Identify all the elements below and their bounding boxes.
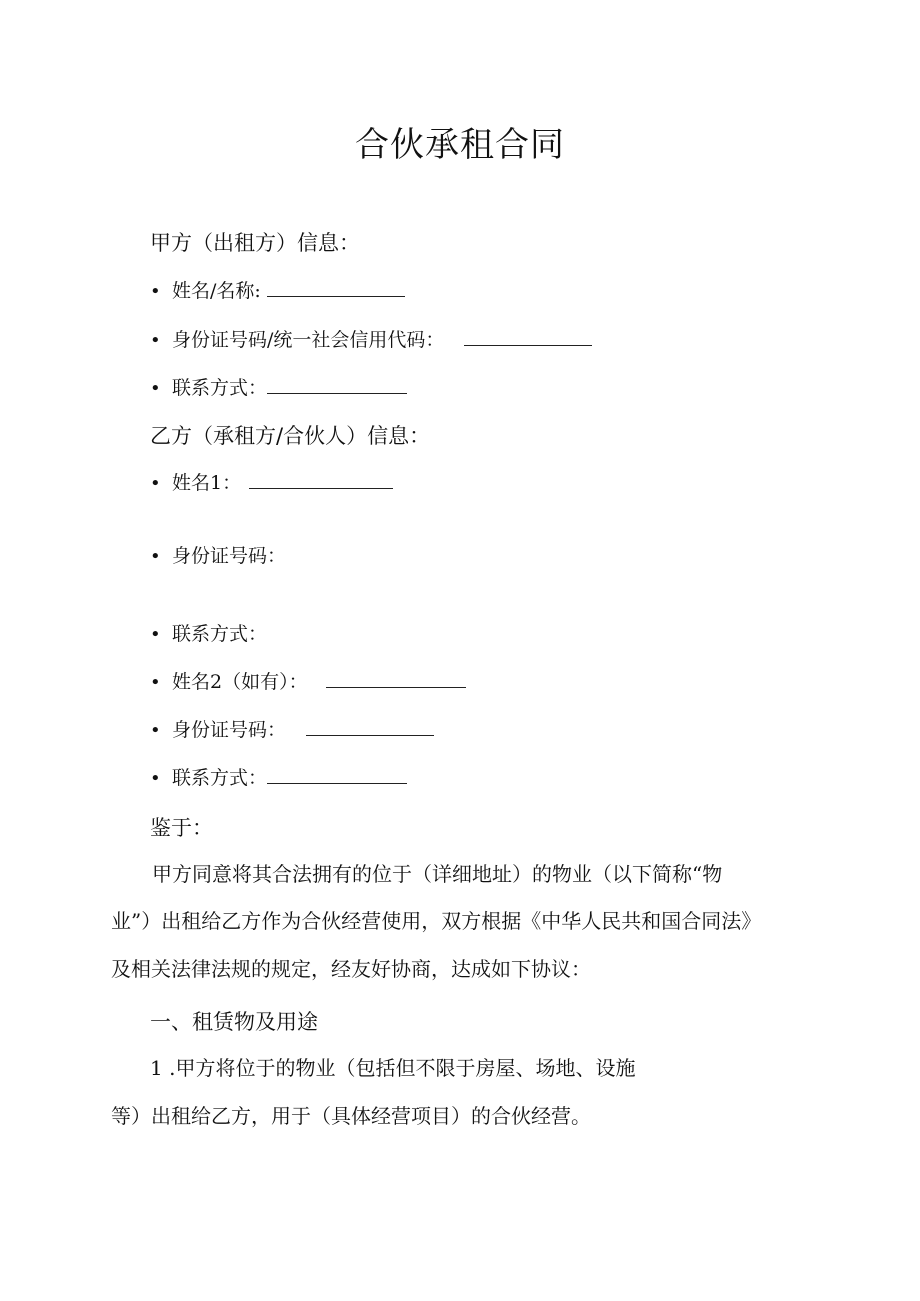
field-label: 联系方式： (172, 623, 268, 645)
party-b-contact2-field (150, 764, 407, 793)
party-a-heading: 甲方（出租方）信息： (150, 231, 360, 255)
whereas-line: 甲方同意将其合法拥有的位于（详细地址）的物业（以下简称“物 (152, 862, 723, 886)
field-label: 身份证号码/统一社会信用代码： (172, 329, 445, 351)
party-b-name1-field (150, 469, 393, 498)
party-b-id2-field (150, 716, 434, 745)
fill-in-blank[interactable] (464, 327, 592, 346)
field-label: 姓名2（如有）： (172, 671, 308, 693)
party-b-heading: 乙方（承租方/合伙人）信息： (150, 424, 431, 448)
bullet-icon: • (150, 672, 161, 693)
bullet-icon: • (150, 330, 161, 351)
party-b-contact1-field (150, 620, 267, 649)
section-1-line: 等）出租给乙方，用于（具体经营项目）的合伙经营。 (111, 1104, 591, 1128)
fill-in-blank[interactable] (267, 278, 405, 297)
party-a-contact-field (150, 374, 407, 403)
party-a-name-field (150, 277, 405, 306)
whereas-line: 业”）出租给乙方作为合伙经营使用，双方根据《中华人民共和国合同法》 (111, 909, 762, 933)
bullet-icon: • (150, 281, 161, 302)
fill-in-blank[interactable] (249, 470, 393, 489)
bullet-icon: • (150, 473, 161, 494)
fill-in-blank[interactable] (267, 765, 407, 784)
section-1-heading: 一、租赁物及用途 (150, 1010, 318, 1034)
field-label: 姓名1： (172, 472, 242, 494)
party-b-id1-field (150, 542, 286, 571)
fill-in-blank[interactable] (326, 669, 466, 688)
bullet-icon: • (150, 720, 161, 741)
party-b-name2-field (150, 668, 466, 697)
bullet-icon: • (150, 546, 161, 567)
bullet-icon: • (150, 768, 161, 789)
page-title: 合伙承租合同 (355, 125, 565, 165)
whereas-heading: 鉴于： (150, 816, 213, 840)
section-1-line: 1 .甲方将位于的物业（包括但不限于房屋、场地、设施 (150, 1056, 636, 1080)
bullet-icon: • (150, 624, 161, 645)
fill-in-blank[interactable] (306, 717, 434, 736)
fill-in-blank[interactable] (267, 375, 407, 394)
whereas-line: 及相关法律法规的规定，经友好协商，达成如下协议： (111, 957, 591, 981)
party-a-id-field (150, 326, 592, 355)
bullet-icon: • (150, 378, 161, 399)
field-label: 联系方式： (172, 377, 268, 399)
field-label: 身份证号码： (172, 545, 287, 567)
field-label: 联系方式： (172, 767, 268, 789)
field-label: 身份证号码： (172, 719, 287, 741)
field-label: 姓名/名称: (172, 280, 261, 302)
